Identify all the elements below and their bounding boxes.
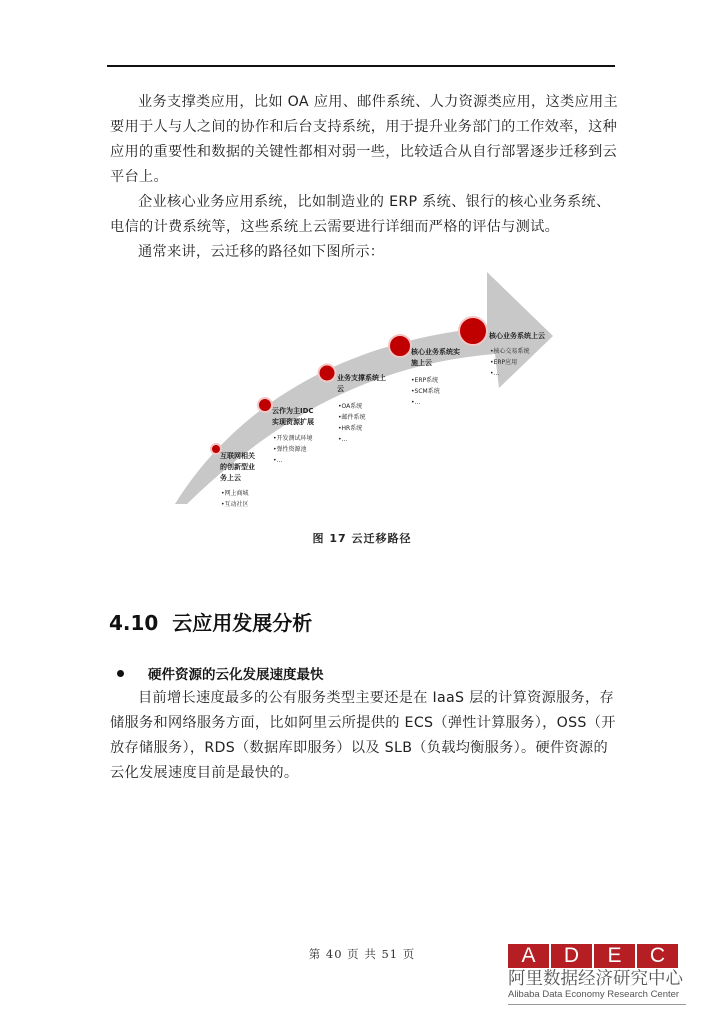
bullet-dot-icon — [117, 670, 124, 677]
logo-english-name: Alibaba Data Economy Research Center — [508, 989, 680, 1000]
section-number: 4.10 — [109, 611, 159, 635]
page-number: 第 40 页 共 51 页 — [308, 947, 416, 961]
stage-5-items: •核心交易系统 •ERP应用 •… — [490, 348, 530, 377]
cloud-migration-figure — [165, 268, 565, 518]
section-title: 云应用发展分析 — [172, 611, 313, 635]
bullet-heading — [117, 663, 324, 683]
stage-1-items: •网上商城 •互动社区 — [221, 490, 249, 508]
logo-letter: D — [551, 944, 592, 968]
paragraph: 通常来讲，云迁移的路径如下图所示： — [138, 244, 385, 260]
paragraph: 目前增长速度最多的公有服务类型主要还是在 IaaS 层的计算资源服务，存储服务和网络服务方面，比如阿里云所提供的 ECS（弹性计算服务），OSS（开放存储服务），RDS（数据库即服务）以及 SLB（负载均衡服务）。硬件资源的云化发展速度目前是最快的。 — [110, 690, 616, 781]
stage-4-items: •ERP系统 •SCM系统 •… — [411, 377, 440, 406]
section-heading — [109, 607, 312, 636]
stage-5-node-icon — [459, 317, 487, 345]
header-rule — [107, 65, 615, 67]
stage-2-node-icon — [258, 398, 272, 412]
stage-2-title: 云作为主IDC 实现资源扩展 — [272, 407, 314, 426]
stage-5-title: 核心业务系统上云 — [489, 332, 545, 340]
body-text-top — [110, 90, 620, 265]
logo-chinese-name: 阿里数据经济研究中心 — [508, 969, 683, 989]
footer-rule — [508, 1004, 686, 1005]
body-text-bottom — [110, 686, 620, 786]
stage-3-title: 业务支撑系统上 云 — [337, 374, 386, 393]
logo-letter: A — [508, 944, 549, 968]
adec-logo — [508, 944, 690, 1005]
stage-4-title: 核心业务系统实 施上云 — [411, 348, 460, 367]
figure-caption: 图 17 云迁移路径 — [312, 532, 412, 545]
logo-letters — [508, 944, 690, 968]
logo-letter: E — [594, 944, 635, 968]
stage-3-items: •OA系统 •邮件系统 •HR系统 •… — [338, 403, 366, 443]
stage-3-node-icon — [319, 365, 336, 382]
bullet-heading-text: 硬件资源的云化发展速度最快 — [148, 667, 324, 683]
paragraph: 业务支撑类应用，比如 OA 应用、邮件系统、人力资源类应用，这类应用主要用于人与人之间的协作和后台支持系统，用于提升业务部门的工作效率，这种应用的重要性和数据的关键性都相对弱一些，比较适合从自行部署逐步迁移到云平台上。 — [110, 94, 618, 185]
stage-1-title: 互联网相关 的创新型业 务上云 — [220, 452, 255, 482]
logo-letter: C — [637, 944, 678, 968]
stage-4-node-icon — [389, 335, 411, 357]
stage-2-items: •开发测试环境 •弹性资源池 •… — [273, 435, 313, 464]
paragraph: 企业核心业务应用系统，比如制造业的 ERP 系统、银行的核心业务系统、电信的计费系统等，这些系统上云需要进行详细而严格的评估与测试。 — [110, 194, 611, 235]
